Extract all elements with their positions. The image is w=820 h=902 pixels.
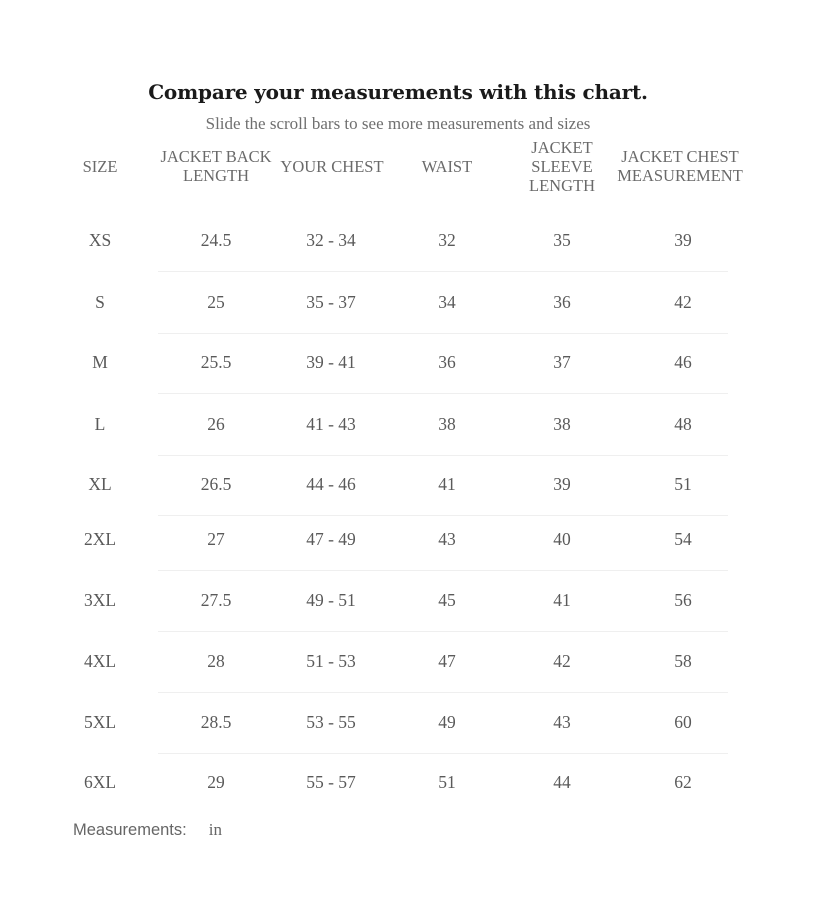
cell-jacket-sleeve-length: 37 bbox=[553, 351, 571, 372]
cell-waist: 32 bbox=[438, 229, 456, 250]
table-row-2xl bbox=[50, 509, 750, 569]
cell-waist: 41 bbox=[438, 473, 456, 494]
measurements-label: Measurements: bbox=[73, 821, 187, 839]
cell-your-chest: 53 - 55 bbox=[306, 711, 356, 732]
cell-jacket-chest-measurement: 51 bbox=[674, 473, 692, 494]
cell-jacket-chest-measurement: 46 bbox=[674, 351, 692, 372]
cell-jacket-chest-measurement: 39 bbox=[674, 229, 692, 250]
cell-jacket-chest-measurement: 56 bbox=[674, 589, 692, 610]
measurements-unit-value: in bbox=[208, 820, 222, 839]
cell-jacket-sleeve-length: 40 bbox=[553, 528, 571, 549]
cell-jacket-back-length: 25.5 bbox=[200, 351, 232, 372]
cell-size: 2XL bbox=[83, 528, 117, 549]
header-jacket-chest-measurement: JACKET CHEST MEASUREMENT bbox=[617, 147, 743, 185]
cell-jacket-back-length: 29 bbox=[207, 771, 225, 792]
cell-jacket-sleeve-length: 36 bbox=[553, 291, 571, 312]
cell-your-chest: 32 - 34 bbox=[306, 229, 356, 250]
cell-jacket-chest-measurement: 48 bbox=[674, 413, 692, 434]
cell-jacket-chest-measurement: 58 bbox=[674, 650, 692, 671]
cell-jacket-chest-measurement: 62 bbox=[674, 771, 692, 792]
cell-size: 6XL bbox=[83, 771, 117, 792]
measurements-unit bbox=[73, 820, 222, 840]
cell-size: 4XL bbox=[83, 650, 117, 671]
cell-your-chest: 39 - 41 bbox=[306, 351, 356, 372]
table-row-m bbox=[50, 332, 750, 392]
cell-waist: 45 bbox=[438, 589, 456, 610]
table-row-s bbox=[50, 272, 750, 332]
cell-your-chest: 51 - 53 bbox=[306, 650, 356, 671]
chart-title: Compare your measurements with this chart. bbox=[148, 80, 648, 104]
chart-subtitle: Slide the scroll bars to see more measurements and sizes bbox=[205, 114, 591, 133]
cell-jacket-chest-measurement: 60 bbox=[674, 711, 692, 732]
cell-your-chest: 47 - 49 bbox=[306, 528, 356, 549]
cell-size: L bbox=[94, 413, 106, 434]
table-row-5xl bbox=[50, 692, 750, 752]
table-row-4xl bbox=[50, 631, 750, 691]
cell-size: 3XL bbox=[83, 589, 117, 610]
cell-size: 5XL bbox=[83, 711, 117, 732]
cell-jacket-sleeve-length: 38 bbox=[553, 413, 571, 434]
cell-jacket-back-length: 26.5 bbox=[200, 473, 232, 494]
size-chart-table bbox=[50, 132, 750, 812]
cell-waist: 51 bbox=[438, 771, 456, 792]
cell-jacket-chest-measurement: 42 bbox=[674, 291, 692, 312]
cell-jacket-sleeve-length: 39 bbox=[553, 473, 571, 494]
cell-your-chest: 44 - 46 bbox=[306, 473, 356, 494]
cell-jacket-back-length: 26 bbox=[207, 413, 225, 434]
table-row-l bbox=[50, 394, 750, 454]
cell-jacket-sleeve-length: 35 bbox=[553, 229, 571, 250]
cell-your-chest: 41 - 43 bbox=[306, 413, 356, 434]
cell-jacket-back-length: 24.5 bbox=[200, 229, 232, 250]
cell-jacket-back-length: 28 bbox=[207, 650, 225, 671]
header-your-chest: YOUR CHEST bbox=[280, 156, 384, 176]
cell-jacket-chest-measurement: 54 bbox=[674, 528, 692, 549]
cell-jacket-sleeve-length: 41 bbox=[553, 589, 571, 610]
header-jacket-sleeve-length: JACKET SLEEVE LENGTH bbox=[529, 137, 595, 195]
cell-jacket-sleeve-length: 43 bbox=[553, 711, 571, 732]
table-row-6xl bbox=[50, 752, 750, 812]
cell-jacket-sleeve-length: 42 bbox=[553, 650, 571, 671]
header-waist: WAIST bbox=[421, 156, 473, 176]
cell-size: M bbox=[92, 351, 108, 372]
cell-waist: 36 bbox=[438, 351, 456, 372]
header-jacket-back-length: JACKET BACK LENGTH bbox=[160, 147, 272, 185]
table-row-3xl bbox=[50, 570, 750, 630]
cell-jacket-back-length: 27 bbox=[207, 528, 225, 549]
cell-your-chest: 49 - 51 bbox=[306, 589, 356, 610]
cell-jacket-back-length: 28.5 bbox=[200, 711, 232, 732]
cell-waist: 43 bbox=[438, 528, 456, 549]
header-size: SIZE bbox=[82, 156, 118, 176]
cell-waist: 34 bbox=[438, 291, 456, 312]
cell-waist: 49 bbox=[438, 711, 456, 732]
cell-size: S bbox=[95, 291, 105, 312]
cell-your-chest: 35 - 37 bbox=[306, 291, 356, 312]
cell-jacket-sleeve-length: 44 bbox=[553, 771, 571, 792]
table-row-xs bbox=[50, 210, 750, 270]
table-row-xl bbox=[50, 454, 750, 514]
cell-jacket-back-length: 25 bbox=[207, 291, 225, 312]
cell-your-chest: 55 - 57 bbox=[306, 771, 356, 792]
cell-jacket-back-length: 27.5 bbox=[200, 589, 232, 610]
cell-waist: 47 bbox=[438, 650, 456, 671]
cell-size: XS bbox=[88, 229, 112, 250]
cell-size: XL bbox=[88, 473, 112, 494]
cell-waist: 38 bbox=[438, 413, 456, 434]
